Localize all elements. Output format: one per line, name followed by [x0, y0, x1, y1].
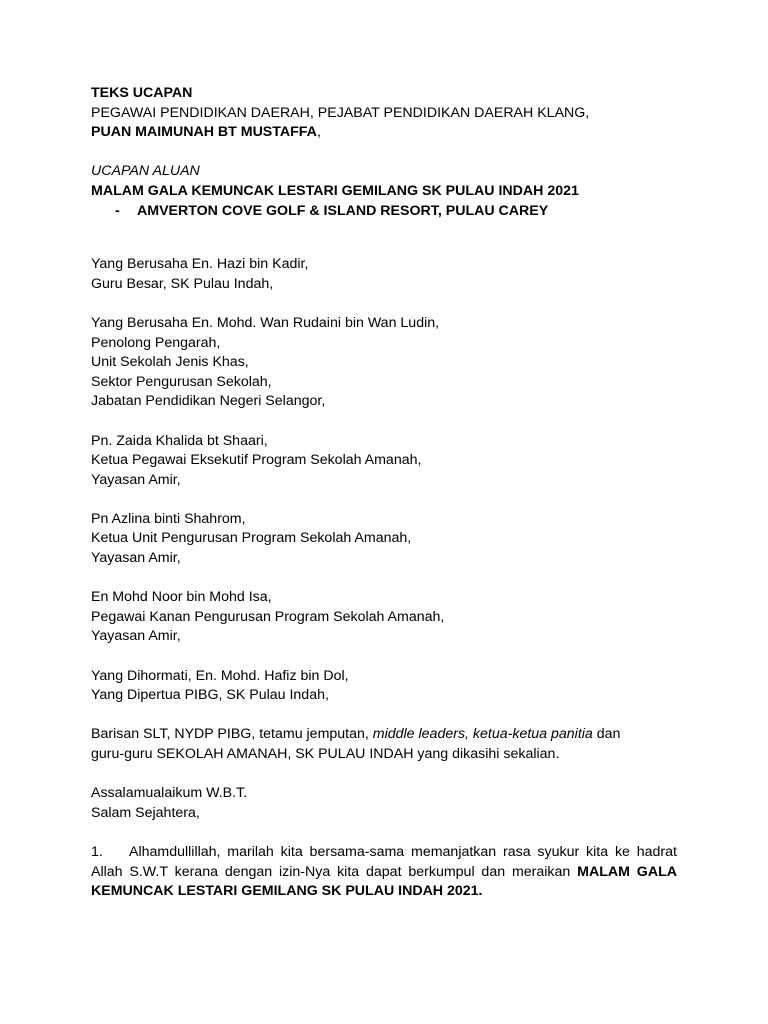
spacer — [91, 412, 677, 432]
speaker-position: PEGAWAI PENDIDIKAN DAERAH, PEJABAT PENDIDIKAN DAERAH KLANG, — [91, 104, 590, 121]
salutation-block-3 — [91, 432, 677, 491]
speech-label: UCAPAN ALUAN — [91, 163, 200, 180]
paragraph-1 — [91, 843, 677, 902]
salutation-line: Yayasan Amir, — [91, 628, 181, 645]
salutation-block-4 — [91, 510, 677, 569]
spacer — [91, 706, 677, 726]
salutation-line: Yayasan Amir, — [91, 471, 181, 488]
spacer — [91, 569, 677, 589]
salutation-line: Yayasan Amir, — [91, 550, 181, 567]
salutation-line: Yang Berusaha En. Mohd. Wan Rudaini bin Wan Ludin, — [91, 314, 440, 331]
barisan-line-1 — [91, 725, 677, 745]
barisan-paragraph — [91, 725, 677, 764]
venue-dash: - — [115, 202, 120, 219]
salutation-line: Ketua Pegawai Eksekutif Program Sekolah Amanah, — [91, 452, 422, 469]
salutation-line: Yang Berusaha En. Hazi bin Kadir, — [91, 256, 309, 273]
document-page — [91, 84, 677, 902]
salutation-line: Guru Besar, SK Pulau Indah, — [91, 275, 274, 292]
paragraph-text: Alhamdullillah, marilah kita bersama-sama memanjatkan rasa syukur kita ke hadrat Allah S.W.T kerana dengan izin-Nya kita dapat berkumpul dan meraikan — [91, 843, 677, 880]
spacer — [91, 490, 677, 510]
salutation-line: Ketua Unit Pengurusan Program Sekolah Amanah, — [91, 530, 412, 547]
spacer — [91, 823, 677, 843]
salutation-line: Pegawai Kanan Pengurusan Program Sekolah Amanah, — [91, 608, 445, 625]
greeting-block — [91, 784, 677, 823]
barisan-italic: middle leaders, ketua-ketua panitia — [372, 726, 593, 743]
document-title: TEKS UCAPAN — [91, 85, 193, 101]
event-venue-line — [91, 202, 677, 222]
salutation-line: En Mohd Noor bin Mohd Isa, — [91, 589, 272, 606]
barisan-trail: dan — [592, 726, 621, 743]
salutation-block-5 — [91, 588, 677, 647]
salutation-line: Yang Dihormati, En. Mohd. Hafiz bin Dol, — [91, 667, 349, 684]
salutation-line: Pn Azlina binti Shahrom, — [91, 510, 246, 527]
greeting-line-2: Salam Sejahtera, — [91, 804, 200, 821]
spacer — [91, 647, 677, 667]
salutation-line: Penolong Pengarah, — [91, 334, 221, 351]
speaker-name-suffix: , — [316, 124, 321, 141]
speaker-name: PUAN MAIMUNAH BT MUSTAFFA — [91, 124, 317, 141]
salutation-block-1 — [91, 255, 677, 294]
speaker-name-line — [91, 123, 677, 143]
salutation-block-2 — [91, 314, 677, 412]
salutation-line: Unit Sekolah Jenis Khas, — [91, 354, 249, 371]
paragraph-number: 1. — [91, 843, 103, 860]
greeting-line-1: Assalamualaikum W.B.T. — [91, 785, 248, 802]
spacer — [91, 294, 677, 314]
salutation-block-6 — [91, 667, 677, 706]
salutation-line: Jabatan Pendidikan Negeri Selangor, — [91, 393, 326, 410]
spacer — [91, 143, 677, 163]
event-title: MALAM GALA KEMUNCAK LESTARI GEMILANG SK PULAU INDAH 2021 — [91, 182, 579, 199]
event-venue: AMVERTON COVE GOLF & ISLAND RESORT, PULAU CAREY — [137, 202, 549, 219]
barisan-lead: Barisan SLT, NYDP PIBG, tetamu jemputan, — [91, 726, 373, 743]
salutation-line: Yang Dipertua PIBG, SK Pulau Indah, — [91, 687, 329, 704]
spacer — [91, 765, 677, 785]
salutation-line: Sektor Pengurusan Sekolah, — [91, 373, 272, 390]
spacer — [91, 221, 677, 255]
barisan-line-2: guru-guru SEKOLAH AMANAH, SK PULAU INDAH yang dikasihi sekalian. — [91, 746, 560, 762]
salutation-line: Pn. Zaida Khalida bt Shaari, — [91, 432, 268, 449]
paragraph-bold-text: MALAM GALA KEMUNCAK LESTARI GEMILANG SK PULAU INDAH 2021. — [91, 863, 677, 900]
